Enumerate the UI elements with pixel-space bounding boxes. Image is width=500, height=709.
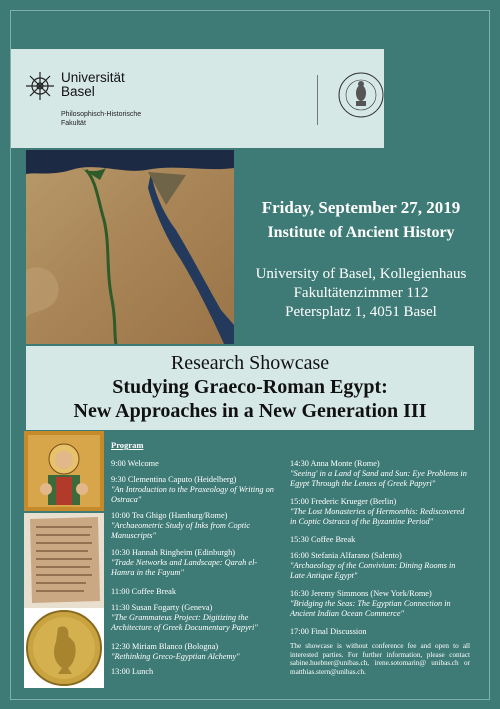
program-item bbox=[111, 475, 276, 505]
eagle-coin-image bbox=[24, 608, 104, 688]
title-line2: Studying Graeco-Roman Egypt: bbox=[112, 376, 388, 398]
byzantine-icon-image bbox=[24, 431, 104, 511]
program-item bbox=[290, 627, 470, 637]
faculty-line1: Philosophisch-Historische bbox=[61, 111, 142, 118]
satellite-graphic bbox=[26, 150, 234, 344]
egypt-satellite-image bbox=[26, 150, 234, 344]
info-note: The showcase is without conference fee and open to all interested parties. For further information, please contact sabine.huebner@unibas.ch, irene.sotomarin@ unibas.ch or matthias.stern@unibas.ch. bbox=[290, 642, 470, 676]
location-line1: University of Basel, Kollegienhaus bbox=[255, 266, 467, 282]
faculty-name bbox=[61, 110, 141, 128]
university-name bbox=[61, 71, 125, 99]
program-talk-title: "Bridging the Seas: The Egyptian Connection in Ancient Indian Ocean Commerce" bbox=[290, 599, 451, 618]
program-item bbox=[290, 535, 470, 545]
program-item bbox=[111, 548, 276, 578]
program-time-speaker: 15:30 Coffee Break bbox=[290, 535, 356, 544]
program-item bbox=[111, 587, 276, 597]
program-time-speaker: 10:30 Hannah Ringheim (Edinburgh) bbox=[111, 548, 236, 557]
program-time-speaker: 11:00 Coffee Break bbox=[111, 587, 176, 596]
event-date: Friday, September 27, 2019 bbox=[261, 198, 461, 217]
program-item bbox=[111, 603, 276, 633]
program-item bbox=[111, 667, 276, 677]
program-time-speaker: 12:30 Miriam Blanco (Bologna) bbox=[111, 642, 219, 651]
papyrus-image bbox=[24, 513, 104, 608]
program-item bbox=[290, 589, 470, 619]
program-talk-title: "Trade Networks and Landscape: Qarah el-Hamra in the Fayum" bbox=[111, 558, 258, 577]
event-institute: Institute of Ancient History bbox=[267, 224, 455, 241]
program-talk-title: "Archaeometric Study of Inks from Coptic Manuscripts" bbox=[111, 521, 251, 540]
header-divider bbox=[317, 75, 318, 125]
program-heading: Program bbox=[111, 440, 144, 450]
program-time-speaker: 17:00 Final Discussion bbox=[290, 627, 367, 636]
program-item bbox=[111, 642, 276, 662]
program-item bbox=[290, 459, 470, 489]
title-line3: New Approaches in a New Generation III bbox=[73, 400, 427, 422]
university-star-logo-icon bbox=[25, 71, 55, 101]
program-item bbox=[290, 497, 470, 527]
program-time-speaker: 9:00 Welcome bbox=[111, 459, 159, 468]
university-line1: Universität bbox=[61, 70, 125, 85]
program-item bbox=[111, 459, 276, 469]
header-band bbox=[11, 49, 384, 148]
faculty-seal-icon bbox=[337, 71, 385, 119]
program-talk-title: "Archaeology of the Convivium: Dining Rooms in Late Antique Egypt" bbox=[290, 561, 456, 580]
program-time-speaker: 13:00 Lunch bbox=[111, 667, 154, 676]
program-talk-title: "The Grammateus Project: Digitizing the Architecture of Greek Documentary Papyri" bbox=[111, 613, 258, 632]
program-item bbox=[290, 551, 470, 581]
program-time-speaker: 15:00 Frederic Krueger (Berlin) bbox=[290, 497, 397, 506]
university-line2: Basel bbox=[61, 84, 95, 99]
location-line2: Fakultätenzimmer 112 bbox=[293, 285, 429, 301]
program-time-speaker: 9:30 Clementina Caputo (Heidelberg) bbox=[111, 475, 237, 484]
program-time-speaker: 16:00 Stefania Alfarano (Salento) bbox=[290, 551, 402, 560]
program-talk-title: "Rethinking Greco-Egyptian Alchemy" bbox=[111, 652, 240, 661]
program-talk-title: "Seeing' in a Land of Sand and Sun: Eye Problems in Egypt Through the Lenses of Greek Papyri" bbox=[290, 469, 467, 488]
program-time-speaker: 16:30 Jeremy Simmons (New York/Rome) bbox=[290, 589, 432, 598]
program-talk-title: "An Introduction to the Praxeology of Writing on Ostraca" bbox=[111, 485, 274, 504]
location-line3: Petersplatz 1, 4051 Basel bbox=[285, 304, 437, 320]
program-item bbox=[111, 511, 276, 541]
title-line1: Research Showcase bbox=[170, 352, 330, 374]
program-time-speaker: 10:00 Tea Ghigo (Hamburg/Rome) bbox=[111, 511, 228, 520]
program-time-speaker: 11:30 Susan Fogarty (Geneva) bbox=[111, 603, 213, 612]
program-talk-title: "The Lost Monasteries of Hermonthis: Rediscovered in Coptic Ostraca of the Byzantine Period" bbox=[290, 507, 465, 526]
faculty-line2: Fakultät bbox=[61, 120, 86, 127]
program-time-speaker: 14:30 Anna Monte (Rome) bbox=[290, 459, 380, 468]
title-band bbox=[26, 346, 474, 430]
